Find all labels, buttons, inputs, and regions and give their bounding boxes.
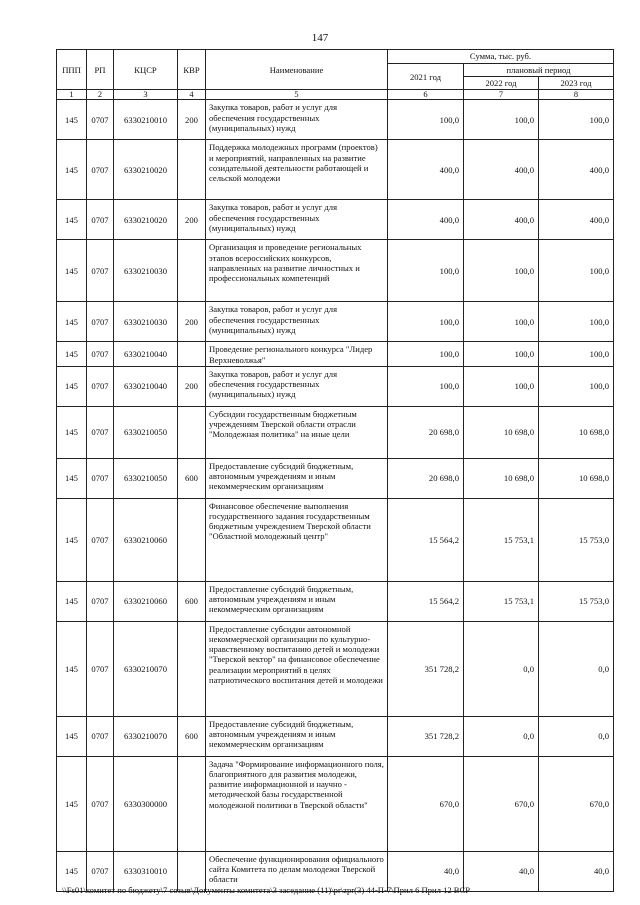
row-amount-2022-cell: 15 753,1: [464, 581, 539, 621]
column-number: 1: [57, 90, 87, 100]
row-amount-2022-cell: 400,0: [464, 140, 539, 200]
row-amount-2021-cell: 100,0: [388, 342, 464, 366]
row-amount-2023-cell: 10 698,0: [539, 406, 614, 458]
column-number: 6: [388, 90, 464, 100]
budget-table: [56, 49, 614, 892]
row-kcsr-cell: 6330210030: [114, 240, 178, 302]
row-amount-2021-cell: 400,0: [388, 140, 464, 200]
row-amount-2023-cell: 100,0: [539, 100, 614, 140]
row-amount-2023-cell: 15 753,0: [539, 498, 614, 581]
header-planned-period: плановый период: [464, 64, 614, 77]
row-kcsr-cell: 6330210060: [114, 498, 178, 581]
row-kcsr-cell: 6330210070: [114, 716, 178, 756]
row-kcsr-cell: 6330210040: [114, 342, 178, 366]
column-number: 2: [87, 90, 114, 100]
row-kvr-cell: [178, 406, 206, 458]
row-name-cell: Закупка товаров, работ и услуг для обеспечения государственных (муниципальных) нужд: [206, 100, 388, 140]
row-kvr-cell: [178, 240, 206, 302]
row-amount-2021-cell: 351 728,2: [388, 621, 464, 716]
row-rp-cell: 0707: [87, 458, 114, 498]
row-ppp-cell: 145: [57, 302, 87, 342]
row-rp-cell: 0707: [87, 716, 114, 756]
table-row: [57, 756, 614, 851]
column-number: 8: [539, 90, 614, 100]
row-kvr-cell: [178, 498, 206, 581]
row-amount-2022-cell: 100,0: [464, 342, 539, 366]
row-name-cell: Задача "Формирование информационного поля, благоприятного для развития молодежи, развитие информационной и научно - методической базы государственной молодежной политики в Тверской области": [206, 756, 388, 851]
row-amount-2021-cell: 351 728,2: [388, 716, 464, 756]
row-rp-cell: 0707: [87, 498, 114, 581]
row-amount-2022-cell: 10 698,0: [464, 406, 539, 458]
table-body: [57, 90, 614, 891]
row-name-cell: Обеспечение функционирования официального сайта Комитета по делам молодежи Тверской области: [206, 851, 388, 891]
row-name-cell: Закупка товаров, работ и услуг для обеспечения государственных (муниципальных) нужд: [206, 366, 388, 406]
row-name-cell: Закупка товаров, работ и услуг для обеспечения государственных (муниципальных) нужд: [206, 302, 388, 342]
row-ppp-cell: 145: [57, 851, 87, 891]
row-name-cell: Предоставление субсидии автономной некоммерческой организации по культурно-нравственному воспитанию детей и молодежи "Тверской вектор" на финансовое обеспечение реализации мероприятий в целях патриотического воспитания детей и молодежи: [206, 621, 388, 716]
row-rp-cell: 0707: [87, 200, 114, 240]
row-rp-cell: 0707: [87, 851, 114, 891]
row-rp-cell: 0707: [87, 621, 114, 716]
table-row: [57, 240, 614, 302]
row-amount-2021-cell: 100,0: [388, 100, 464, 140]
row-name-cell: Субсидии государственным бюджетным учреждениям Тверской области отрасли "Молодежная политика" на иные цели: [206, 406, 388, 458]
row-kvr-cell: 200: [178, 366, 206, 406]
row-kvr-cell: [178, 140, 206, 200]
row-kcsr-cell: 6330210020: [114, 200, 178, 240]
row-amount-2021-cell: 100,0: [388, 366, 464, 406]
column-number: 4: [178, 90, 206, 100]
row-ppp-cell: 145: [57, 140, 87, 200]
row-name-cell: Финансовое обеспечение выполнения государственного задания государственным бюджетным учреждением Тверской области "Областной молодежный центр": [206, 498, 388, 581]
row-name-cell: Предоставление субсидий бюджетным, автономным учреждениям и иным некоммерческим организациям: [206, 581, 388, 621]
table-row: [57, 366, 614, 406]
page-number: 147: [311, 32, 329, 44]
row-amount-2021-cell: 20 698,0: [388, 458, 464, 498]
table-row: [57, 498, 614, 581]
row-amount-2021-cell: 100,0: [388, 302, 464, 342]
table-row: [57, 140, 614, 200]
row-amount-2022-cell: 100,0: [464, 240, 539, 302]
table-row: [57, 621, 614, 716]
row-amount-2023-cell: 0,0: [539, 621, 614, 716]
row-kvr-cell: [178, 621, 206, 716]
row-amount-2021-cell: 400,0: [388, 200, 464, 240]
file-path-footer: \\Fs01\комитет по бюджету\7 созыв\Документы комитета\3 заседание (11)\pr\zpr(3) 44-П-7\Прил 6 Прил 12 ВСР: [62, 885, 471, 895]
row-amount-2023-cell: 15 753,0: [539, 581, 614, 621]
column-numbers-row: [57, 90, 614, 100]
row-kvr-cell: 200: [178, 100, 206, 140]
row-amount-2022-cell: 0,0: [464, 716, 539, 756]
row-amount-2023-cell: 10 698,0: [539, 458, 614, 498]
row-amount-2021-cell: 670,0: [388, 756, 464, 851]
row-ppp-cell: 145: [57, 100, 87, 140]
row-rp-cell: 0707: [87, 342, 114, 366]
table-row: [57, 581, 614, 621]
header-year-2023: 2023 год: [539, 77, 614, 90]
row-rp-cell: 0707: [87, 140, 114, 200]
row-kcsr-cell: 6330210010: [114, 100, 178, 140]
row-kvr-cell: 200: [178, 302, 206, 342]
row-kvr-cell: 600: [178, 458, 206, 498]
header-rp: РП: [87, 50, 114, 90]
header-year-2021: 2021 год: [388, 64, 464, 90]
row-kvr-cell: 600: [178, 581, 206, 621]
row-amount-2023-cell: 40,0: [539, 851, 614, 891]
table-row: [57, 100, 614, 140]
row-amount-2021-cell: 15 564,2: [388, 581, 464, 621]
row-ppp-cell: 145: [57, 716, 87, 756]
row-kcsr-cell: 6330210040: [114, 366, 178, 406]
row-amount-2023-cell: 100,0: [539, 302, 614, 342]
row-kcsr-cell: 6330310010: [114, 851, 178, 891]
table-row: [57, 302, 614, 342]
row-ppp-cell: 145: [57, 756, 87, 851]
header-kvr: КВР: [178, 50, 206, 90]
row-kcsr-cell: 6330210070: [114, 621, 178, 716]
row-ppp-cell: 145: [57, 366, 87, 406]
table-row: [57, 716, 614, 756]
row-amount-2022-cell: 0,0: [464, 621, 539, 716]
row-amount-2023-cell: 100,0: [539, 366, 614, 406]
row-ppp-cell: 145: [57, 406, 87, 458]
row-rp-cell: 0707: [87, 756, 114, 851]
row-rp-cell: 0707: [87, 302, 114, 342]
row-amount-2023-cell: 400,0: [539, 200, 614, 240]
row-amount-2022-cell: 40,0: [464, 851, 539, 891]
row-amount-2023-cell: 670,0: [539, 756, 614, 851]
row-kcsr-cell: 6330210050: [114, 458, 178, 498]
row-amount-2022-cell: 100,0: [464, 302, 539, 342]
row-kcsr-cell: 6330210060: [114, 581, 178, 621]
row-ppp-cell: 145: [57, 498, 87, 581]
table-row: [57, 458, 614, 498]
row-name-cell: Поддержка молодежных программ (проектов) и мероприятий, направленных на развитие созидательной деятельности работающей и сельской молодежи: [206, 140, 388, 200]
header-name: Наименование: [206, 50, 388, 90]
row-rp-cell: 0707: [87, 240, 114, 302]
table-row: [57, 342, 614, 366]
row-amount-2022-cell: 670,0: [464, 756, 539, 851]
row-amount-2022-cell: 10 698,0: [464, 458, 539, 498]
row-ppp-cell: 145: [57, 200, 87, 240]
row-rp-cell: 0707: [87, 581, 114, 621]
row-name-cell: Проведение регионального конкурса "Лидер Верхневолжья": [206, 342, 388, 366]
row-amount-2023-cell: 100,0: [539, 240, 614, 302]
row-kcsr-cell: 6330210020: [114, 140, 178, 200]
row-kcsr-cell: 6330210030: [114, 302, 178, 342]
table-row: [57, 200, 614, 240]
row-name-cell: Организация и проведение региональных этапов всероссийских конкурсов, направленных на развитие личностных и профессиональных компетенций: [206, 240, 388, 302]
row-kvr-cell: 600: [178, 716, 206, 756]
row-amount-2023-cell: 400,0: [539, 140, 614, 200]
row-amount-2021-cell: 15 564,2: [388, 498, 464, 581]
header-sum: Сумма, тыс. руб.: [388, 50, 614, 64]
row-amount-2022-cell: 100,0: [464, 366, 539, 406]
row-kcsr-cell: 6330210050: [114, 406, 178, 458]
row-kcsr-cell: 6330300000: [114, 756, 178, 851]
header-year-2022: 2022 год: [464, 77, 539, 90]
row-amount-2021-cell: 100,0: [388, 240, 464, 302]
row-amount-2021-cell: 20 698,0: [388, 406, 464, 458]
row-ppp-cell: 145: [57, 458, 87, 498]
row-amount-2023-cell: 0,0: [539, 716, 614, 756]
row-amount-2022-cell: 400,0: [464, 200, 539, 240]
row-ppp-cell: 145: [57, 581, 87, 621]
row-amount-2022-cell: 15 753,1: [464, 498, 539, 581]
row-amount-2021-cell: 40,0: [388, 851, 464, 891]
row-kvr-cell: [178, 342, 206, 366]
column-number: 7: [464, 90, 539, 100]
column-number: 5: [206, 90, 388, 100]
row-rp-cell: 0707: [87, 366, 114, 406]
header-kcsr: КЦСР: [114, 50, 178, 90]
row-rp-cell: 0707: [87, 406, 114, 458]
header-ppp: ППП: [57, 50, 87, 90]
row-ppp-cell: 145: [57, 342, 87, 366]
row-kvr-cell: [178, 756, 206, 851]
row-amount-2023-cell: 100,0: [539, 342, 614, 366]
row-kvr-cell: 200: [178, 200, 206, 240]
row-name-cell: Предоставление субсидий бюджетным, автономным учреждениям и иным некоммерческим организациям: [206, 716, 388, 756]
row-amount-2022-cell: 100,0: [464, 100, 539, 140]
row-ppp-cell: 145: [57, 621, 87, 716]
row-name-cell: Закупка товаров, работ и услуг для обеспечения государственных (муниципальных) нужд: [206, 200, 388, 240]
table-row: [57, 406, 614, 458]
row-ppp-cell: 145: [57, 240, 87, 302]
row-rp-cell: 0707: [87, 100, 114, 140]
column-number: 3: [114, 90, 178, 100]
row-name-cell: Предоставление субсидий бюджетным, автономным учреждениям и иным некоммерческим организациям: [206, 458, 388, 498]
